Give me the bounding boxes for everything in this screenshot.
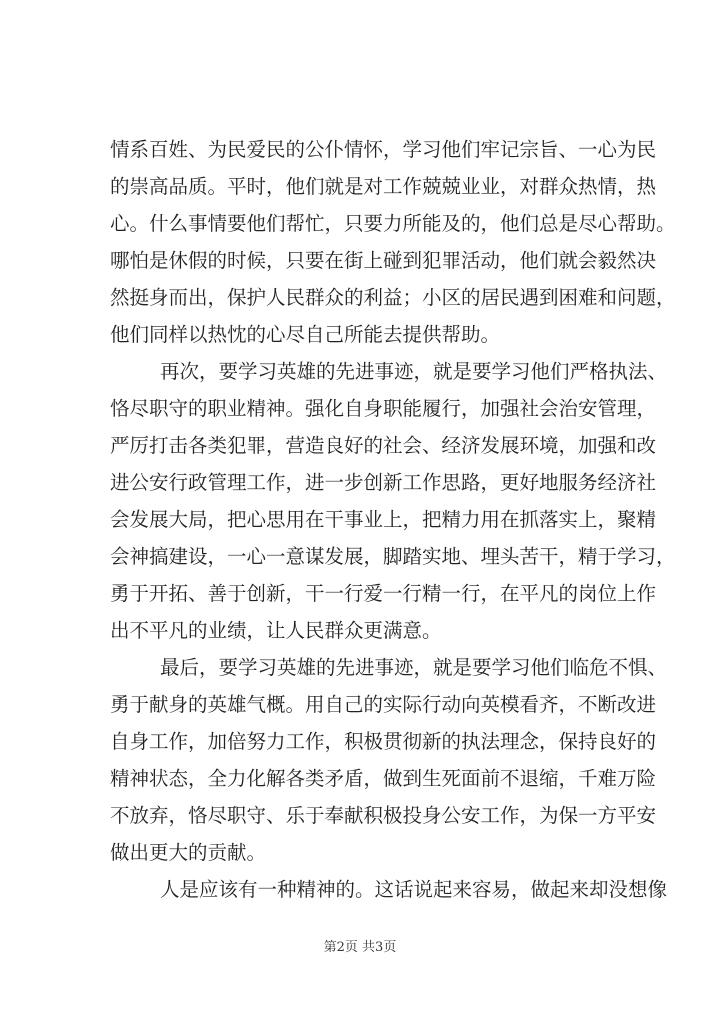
text-line: 精神状态，全力化解各类矛盾，做到生死面前不退缩，千难万险: [110, 767, 657, 790]
text-line: 再次，要学习英雄的先进事迹，就是要学习他们严格执法、: [160, 360, 668, 383]
text-line: 人是应该有一种精神的。这话说起来容易，做起来却没想像: [160, 878, 668, 901]
paragraph: [110, 876, 668, 913]
text-line: 他们同样以热忱的心尽自己所能去提供帮助。: [110, 323, 501, 346]
paragraph: [110, 358, 676, 654]
paragraph: [110, 136, 676, 358]
text-line: 情系百姓、为民爱民的公仆情怀，学习他们牢记宗旨、一心为民: [110, 138, 657, 161]
text-line: 会发展大局，把心思用在干事业上，把精力用在抓落实上，聚精: [110, 508, 657, 531]
text-line: 心。什么事情要他们帮忙，只要力所能及的，他们总是尽心帮助。: [110, 212, 676, 235]
text-line: 勇于开拓、善于创新，干一行爱一行精一行，在平凡的岗位上作: [110, 582, 657, 605]
document-body: [110, 136, 676, 913]
text-line: 不放弃，恪尽职守、乐于奉献积极投身公安工作，为保一方平安: [110, 804, 657, 827]
text-line: 做出更大的贡献。: [110, 841, 267, 864]
text-line: 勇于献身的英雄气概。用自己的实际行动向英模看齐，不断改进: [110, 693, 657, 716]
text-line: 会神搞建设，一心一意谋发展，脚踏实地、埋头苦干，精于学习，: [110, 545, 676, 568]
paragraph: [110, 654, 668, 876]
text-line: 出不平凡的业绩，让人民群众更满意。: [110, 619, 442, 642]
text-line: 自身工作，加倍努力工作，积极贯彻新的执法理念，保持良好的: [110, 730, 657, 753]
text-line: 严厉打击各类犯罪，营造良好的社会、经济发展环境，加强和改: [110, 434, 657, 457]
text-line: 然挺身而出，保护人民群众的利益；小区的居民遇到困难和问题，: [110, 286, 676, 309]
text-line: 进公安行政管理工作，进一步创新工作思路，更好地服务经济社: [110, 471, 657, 494]
text-line: 的崇高品质。平时，他们就是对工作兢兢业业，对群众热情，热: [110, 175, 657, 198]
text-line: 最后，要学习英雄的先进事迹，就是要学习他们临危不惧、: [160, 656, 668, 679]
text-line: 恪尽职守的职业精神。强化自身职能履行，加强社会治安管理，: [110, 397, 657, 420]
page-number: 第2页 共3页: [323, 940, 397, 955]
text-line: 哪怕是休假的时候，只要在街上碰到犯罪活动，他们就会毅然决: [110, 249, 657, 272]
